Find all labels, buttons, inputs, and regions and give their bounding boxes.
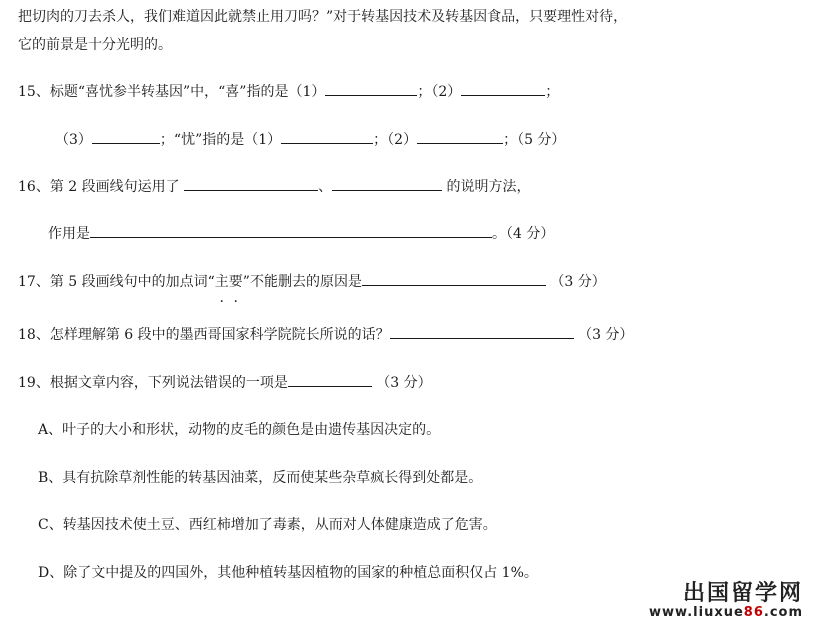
question-17 bbox=[18, 271, 606, 292]
answer-blank-15-you-1[interactable] bbox=[281, 129, 373, 144]
option-b[interactable]: B、具有抗除草剂性能的转基因油菜，反而使某些杂草疯长得到处都是。 bbox=[38, 470, 483, 486]
question-18-prompt: 18、怎样理解第 6 段中的墨西哥国家科学院院长所说的话？ bbox=[18, 327, 390, 343]
question-15-you-label: ；“忧”指的是（1） bbox=[159, 132, 282, 148]
answer-blank-19[interactable] bbox=[288, 372, 372, 387]
question-17-prompt: 17、第 5 段画线句中的加点词“ bbox=[18, 274, 215, 290]
question-19-prompt: 19、根据文章内容，下列说法错误的一项是 bbox=[18, 375, 288, 391]
answer-blank-15-you-2[interactable] bbox=[417, 129, 503, 144]
question-17-suffix: ”不能删去的原因是 bbox=[242, 274, 362, 290]
question-15-prompt: 15、标题“喜忧参半转基因”中，“喜”指的是（1） bbox=[18, 84, 326, 100]
answer-blank-16-2[interactable] bbox=[332, 176, 442, 191]
question-19 bbox=[18, 372, 432, 393]
question-15-line-1 bbox=[18, 81, 559, 102]
watermark-url-part-a: www.liuxue bbox=[649, 605, 744, 620]
option-a[interactable]: A、叶子的大小和形状，动物的皮毛的颜色是由遗传基因决定的。 bbox=[38, 422, 441, 438]
question-15-score: ；（5 分） bbox=[503, 132, 566, 148]
option-c[interactable]: C、转基因技术使土豆、西红柿增加了毒素，从而对人体健康造成了危害。 bbox=[38, 517, 497, 533]
intro-line-1: 把切肉的刀去杀人，我们难道因此就禁止用刀吗？”对于转基因技术及转基因食品，只要理性对待， bbox=[18, 9, 628, 25]
site-watermark bbox=[649, 582, 803, 620]
question-19-score: （3 分） bbox=[376, 375, 432, 391]
answer-blank-15-xi-3[interactable] bbox=[92, 129, 160, 144]
answer-blank-17[interactable] bbox=[362, 271, 546, 286]
question-15-separator-2: ；（2） bbox=[373, 132, 418, 148]
question-18-score: （3 分） bbox=[578, 327, 634, 343]
answer-blank-16-function[interactable] bbox=[90, 223, 492, 238]
question-16-line-1 bbox=[18, 176, 531, 197]
question-16-separator: 、 bbox=[318, 179, 333, 195]
intro-line-2: 它的前景是十分光明的。 bbox=[18, 37, 172, 53]
answer-blank-16-1[interactable] bbox=[184, 176, 318, 191]
watermark-url bbox=[649, 606, 803, 620]
option-d[interactable]: D、除了文中提及的四国外，其他种植转基因植物的国家的种植总面积仅占 1%。 bbox=[38, 565, 538, 581]
question-16-prompt: 16、第 2 段画线句运用了 bbox=[18, 179, 180, 195]
watermark-title: 出国留学网 bbox=[682, 581, 803, 606]
question-16-score: 。（4 分） bbox=[492, 226, 555, 242]
question-16-suffix: 的说明方法， bbox=[446, 179, 531, 195]
question-16-function-label: 作用是 bbox=[48, 226, 90, 242]
question-15-end: ； bbox=[545, 84, 560, 100]
dotted-word-yao: 要 bbox=[228, 274, 243, 290]
watermark-url-part-c: .com bbox=[763, 605, 803, 620]
question-15-label-3: （3） bbox=[55, 132, 92, 148]
answer-blank-18[interactable] bbox=[390, 324, 574, 339]
dotted-word-zhu: 主 bbox=[214, 274, 229, 290]
answer-blank-15-xi-1[interactable] bbox=[325, 81, 417, 96]
question-15-separator: ；（2） bbox=[417, 84, 462, 100]
question-17-score: （3 分） bbox=[550, 274, 606, 290]
question-15-line-2 bbox=[55, 129, 565, 150]
question-16-line-2 bbox=[48, 223, 554, 244]
question-18 bbox=[18, 324, 633, 345]
watermark-url-part-b: 86 bbox=[743, 605, 764, 620]
answer-blank-15-xi-2[interactable] bbox=[461, 81, 545, 96]
